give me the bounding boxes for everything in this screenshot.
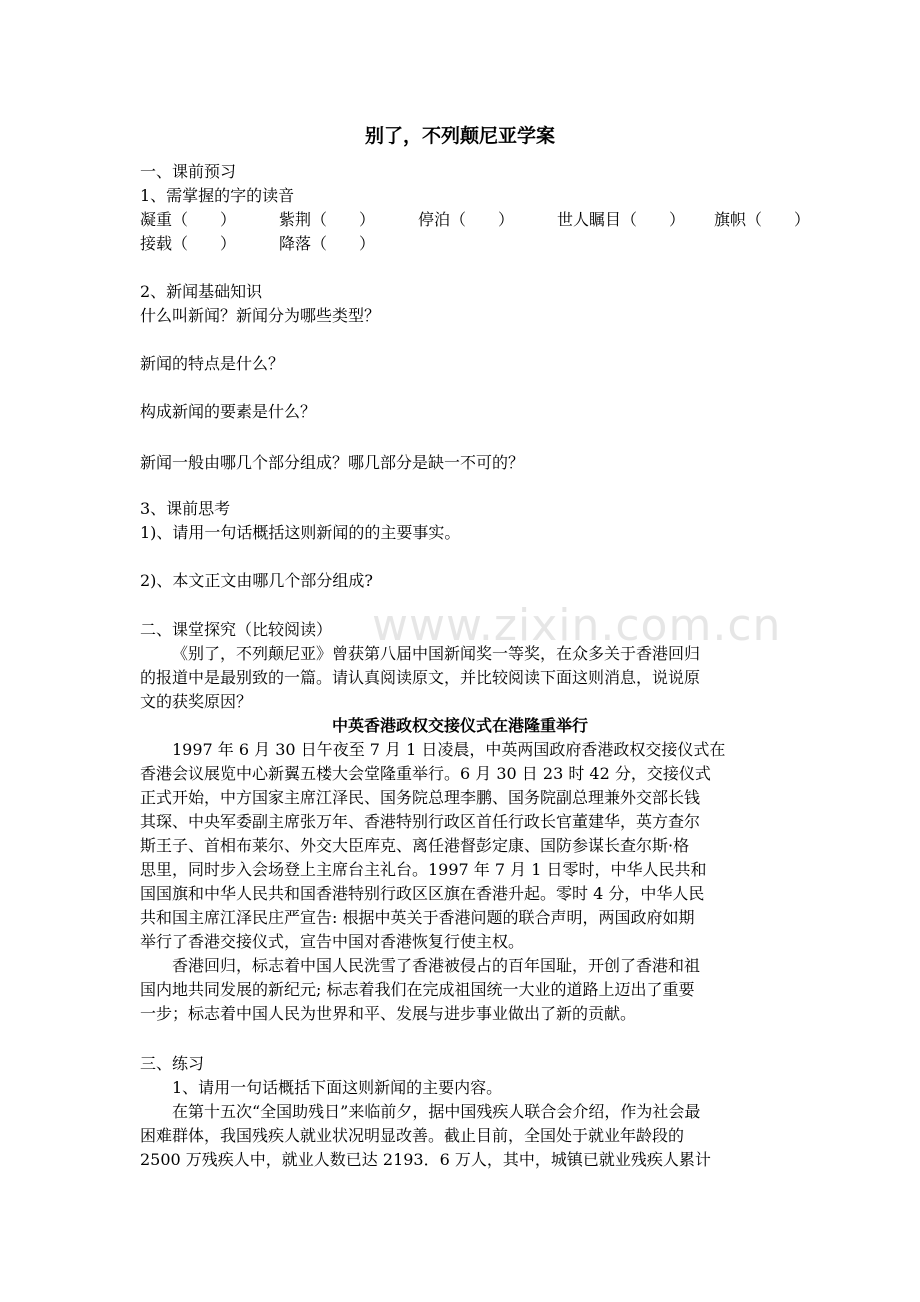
item-news-basics: 2、新闻基础知识: [140, 282, 263, 301]
page-title: 别了，不列颠尼亚学案: [364, 125, 555, 147]
news-line: 国内地共同发展的新纪元; 标志着我们在完成祖国统一大业的道路上迈出了重要: [140, 980, 695, 999]
exercise-item: 1、请用一句话概括下面这则新闻的主要内容。: [172, 1078, 503, 1097]
question: 新闻的特点是什么？: [140, 354, 285, 373]
section1-heading: 一、课前预习: [140, 162, 237, 181]
pinyin-item: 降落（ ）: [279, 234, 376, 253]
item-pre-thinking: 3、课前思考: [140, 499, 231, 518]
news-line: 其琛、中央军委副主席张万年、香港特别行政区首任行政长官董建华，英方查尔: [140, 812, 701, 831]
pinyin-item: 停泊（ ）: [418, 210, 515, 229]
intro-line: 《别了，不列颠尼亚》曾获第八届中国新闻奖一等奖，在众多关于香港回归: [172, 644, 701, 663]
thinking-question: 2)、本文正文由哪几个部分组成?: [140, 571, 374, 590]
intro-line: 文的获奖原因？: [140, 692, 253, 711]
section2-heading: 二、课堂探究（比较阅读）: [140, 620, 333, 639]
thinking-question: 1)、请用一句话概括这则新闻的的主要事实。: [140, 523, 461, 542]
pinyin-item: 接载（ ）: [140, 234, 237, 253]
pinyin-item: 旗帜（ ）: [714, 210, 811, 229]
question: 新闻一般由哪几个部分组成？哪几部分是缺一不可的？: [140, 453, 525, 472]
intro-line: 的报道中是最别致的一篇。请认真阅读原文，并比较阅读下面这则消息，说说原: [140, 668, 701, 687]
question: 什么叫新闻？新闻分为哪些类型？: [140, 306, 381, 325]
pinyin-item: 紫荆（ ）: [279, 210, 376, 229]
exercise-line: 2500 万残疾人中，就业人数已达 2193．6 万人，其中，城镇已就业残疾人累计: [140, 1150, 711, 1169]
news-line: 举行了香港交接仪式，宣告中国对香港恢复行使主权。: [140, 932, 525, 951]
pinyin-item: 世人瞩目（ ）: [557, 210, 686, 229]
news-line: 正式开始，中方国家主席江泽民、国务院总理李鹏、国务院副总理兼外交部长钱: [140, 788, 701, 807]
item-pronunciation: 1、需掌握的字的读音: [140, 186, 295, 205]
section3-heading: 三、练习: [140, 1054, 205, 1073]
news-line: 思里，同时步入会场登上主席台主礼台。1997 年 7 月 1 日零时，中华人民共和: [140, 860, 707, 879]
news-line: 一步；标志着中国人民为世界和平、发展与进步事业做出了新的贡献。: [140, 1004, 637, 1023]
news-line: 斯王子、首相布莱尔、外交大臣库克、离任港督彭定康、国防参谋长查尔斯·格: [140, 836, 690, 855]
news-line: 1997 年 6 月 30 日午夜至 7 月 1 日凌晨，中英两国政府香港政权交接仪式在: [172, 740, 726, 759]
news-line: 香港回归，标志着中国人民洗雪了香港被侵占的百年国耻，开创了香港和祖: [172, 956, 701, 975]
news-line: 香港会议展览中心新翼五楼大会堂隆重举行。6 月 30 日 23 时 42 分，交接仪式: [140, 764, 711, 783]
exercise-line: 在第十五次“全国助残日”来临前夕，据中国残疾人联合会介绍，作为社会最: [172, 1102, 701, 1121]
watermark: www.zixin.com.cn: [372, 600, 782, 651]
exercise-line: 困难群体，我国残疾人就业状况明显改善。截止目前，全国处于就业年龄段的: [140, 1126, 685, 1145]
question: 构成新闻的要素是什么？: [140, 402, 317, 421]
news-line: 共和国主席江泽民庄严宣告: 根据中英关于香港问题的联合声明，两国政府如期: [140, 908, 695, 927]
pinyin-item: 凝重（ ）: [140, 210, 237, 229]
news-title: 中英香港政权交接仪式在港隆重举行: [331, 716, 588, 735]
news-line: 国国旗和中华人民共和国香港特别行政区区旗在香港升起。零时 4 分，中华人民: [140, 884, 705, 903]
